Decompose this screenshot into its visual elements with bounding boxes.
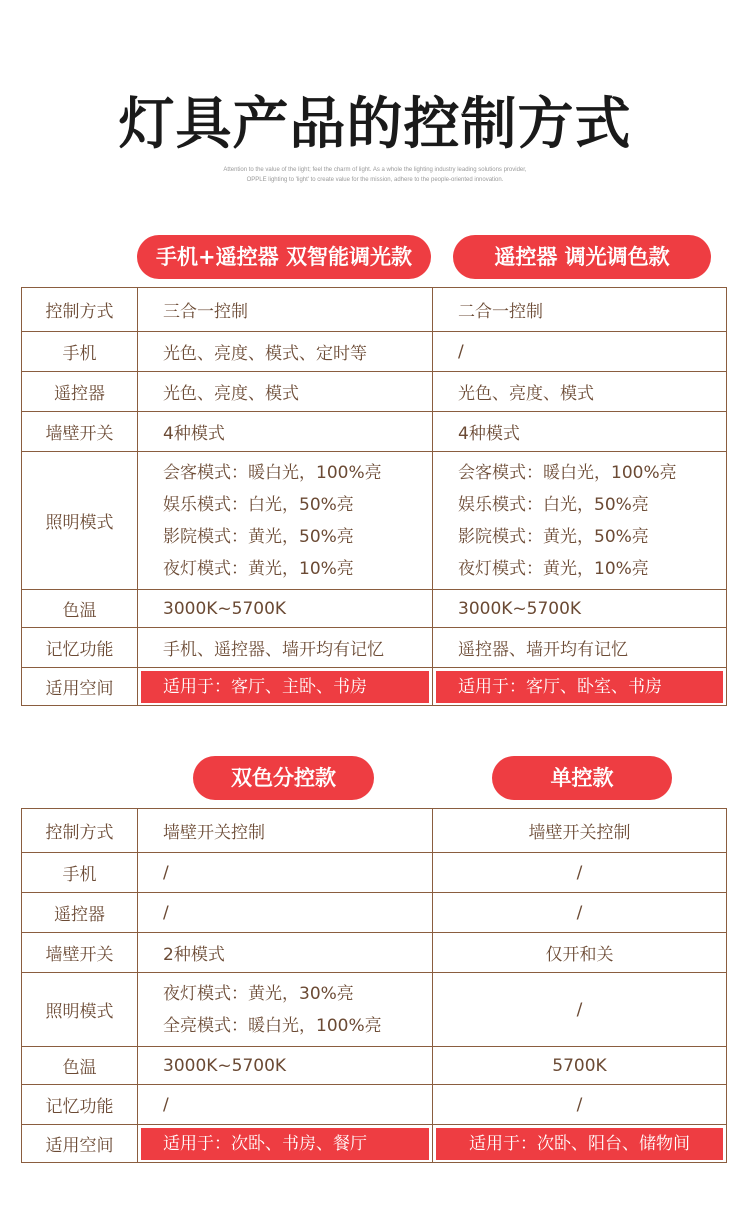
product-badge-single: 单控款 xyxy=(492,756,672,800)
table-row xyxy=(22,372,727,412)
table-row xyxy=(22,1047,727,1085)
cell-wall-switch: 仅开和关 xyxy=(433,933,727,973)
cell-control: 墙壁开关控制 xyxy=(433,809,727,853)
cell-color-temp: 5700K xyxy=(433,1047,727,1085)
row-label-wall-switch: 墙壁开关 xyxy=(22,933,138,973)
table-row xyxy=(22,853,727,893)
cell-wall-switch: 4种模式 xyxy=(433,412,727,452)
product-badge-dual-color: 双色分控款 xyxy=(193,756,374,800)
row-label-control: 控制方式 xyxy=(22,288,138,332)
table-row xyxy=(22,332,727,372)
row-label-memory: 记忆功能 xyxy=(22,1085,138,1125)
subtitle-line-1: Attention to the value of the light; feel the charm of light. As a whole the lighting industry leading solutions provider, xyxy=(223,167,527,173)
row-label-space: 适用空间 xyxy=(22,1125,138,1163)
row-label-color-temp: 色温 xyxy=(22,1047,138,1085)
mode-line: 会客模式：暖白光，100%亮 xyxy=(458,462,677,483)
table-row xyxy=(22,590,727,628)
table-row xyxy=(22,1125,727,1163)
table-row xyxy=(22,973,727,1047)
mode-line: 娱乐模式：白光，50%亮 xyxy=(163,494,354,515)
cell-control: 墙壁开关控制 xyxy=(138,809,433,853)
cell-color-temp: 3000K~5700K xyxy=(433,590,727,628)
row-label-wall-switch: 墙壁开关 xyxy=(22,412,138,452)
row-label-control: 控制方式 xyxy=(22,809,138,853)
space-highlight: 适用于：次卧、书房、餐厅 xyxy=(141,1128,429,1160)
table-row xyxy=(22,893,727,933)
row-label-phone: 手机 xyxy=(22,853,138,893)
cell-remote: 光色、亮度、模式 xyxy=(433,372,727,412)
table-row xyxy=(22,809,727,853)
row-label-lighting-modes: 照明模式 xyxy=(22,973,138,1047)
cell-color-temp: 3000K~5700K xyxy=(138,590,433,628)
row-label-remote: 遥控器 xyxy=(22,372,138,412)
mode-line: 影院模式：黄光，50%亮 xyxy=(163,526,354,547)
row-label-memory: 记忆功能 xyxy=(22,628,138,668)
cell-remote: / xyxy=(433,893,727,933)
page-title: 灯具产品的控制方式 xyxy=(118,92,632,157)
cell-memory: 遥控器、墙开均有记忆 xyxy=(433,628,727,668)
table-row xyxy=(22,1085,727,1125)
cell-phone: / xyxy=(433,332,727,372)
cell-phone: / xyxy=(138,853,433,893)
cell-remote: / xyxy=(138,893,433,933)
mode-line: 会客模式：暖白光，100%亮 xyxy=(163,462,382,483)
spec-table-1 xyxy=(21,287,727,706)
table-row xyxy=(22,933,727,973)
cell-control: 三合一控制 xyxy=(138,288,433,332)
cell-control: 二合一控制 xyxy=(433,288,727,332)
space-highlight: 适用于：客厅、卧室、书房 xyxy=(436,671,723,703)
mode-line: 全亮模式：暖白光，100%亮 xyxy=(163,1015,382,1036)
cell-lighting-modes xyxy=(138,973,433,1047)
cell-space xyxy=(138,668,433,706)
mode-line: 夜灯模式：黄光，30%亮 xyxy=(163,983,354,1004)
cell-space xyxy=(138,1125,433,1163)
cell-memory: 手机、遥控器、墙开均有记忆 xyxy=(138,628,433,668)
table-row xyxy=(22,288,727,332)
row-label-space: 适用空间 xyxy=(22,668,138,706)
cell-phone: / xyxy=(433,853,727,893)
row-label-remote: 遥控器 xyxy=(22,893,138,933)
spec-table-2 xyxy=(21,808,727,1163)
product-badge-dual-smart: 手机+遥控器 双智能调光款 xyxy=(137,235,431,279)
space-highlight: 适用于：客厅、主卧、书房 xyxy=(141,671,429,703)
table-row xyxy=(22,668,727,706)
mode-line: 夜灯模式：黄光，10%亮 xyxy=(458,558,649,579)
cell-space xyxy=(433,668,727,706)
cell-space xyxy=(433,1125,727,1163)
mode-line: 影院模式：黄光，50%亮 xyxy=(458,526,649,547)
cell-color-temp: 3000K~5700K xyxy=(138,1047,433,1085)
row-label-lighting-modes: 照明模式 xyxy=(22,452,138,590)
mode-line: 娱乐模式：白光，50%亮 xyxy=(458,494,649,515)
cell-wall-switch: 4种模式 xyxy=(138,412,433,452)
subtitle-line-2: OPPLE lighting to 'light' to create value for the mission, adhere to the people-oriented innovation. xyxy=(246,177,504,183)
cell-lighting-modes xyxy=(138,452,433,590)
cell-lighting-modes xyxy=(433,452,727,590)
table-row xyxy=(22,628,727,668)
product-badge-remote-dimming: 遥控器 调光调色款 xyxy=(453,235,711,279)
space-highlight: 适用于：次卧、阳台、储物间 xyxy=(436,1128,723,1160)
cell-wall-switch: 2种模式 xyxy=(138,933,433,973)
row-label-color-temp: 色温 xyxy=(22,590,138,628)
cell-lighting-modes: / xyxy=(433,973,727,1047)
cell-memory: / xyxy=(138,1085,433,1125)
cell-memory: / xyxy=(433,1085,727,1125)
table-row xyxy=(22,452,727,590)
cell-remote: 光色、亮度、模式 xyxy=(138,372,433,412)
cell-phone: 光色、亮度、模式、定时等 xyxy=(138,332,433,372)
table-row xyxy=(22,412,727,452)
row-label-phone: 手机 xyxy=(22,332,138,372)
mode-line: 夜灯模式：黄光，10%亮 xyxy=(163,558,354,579)
